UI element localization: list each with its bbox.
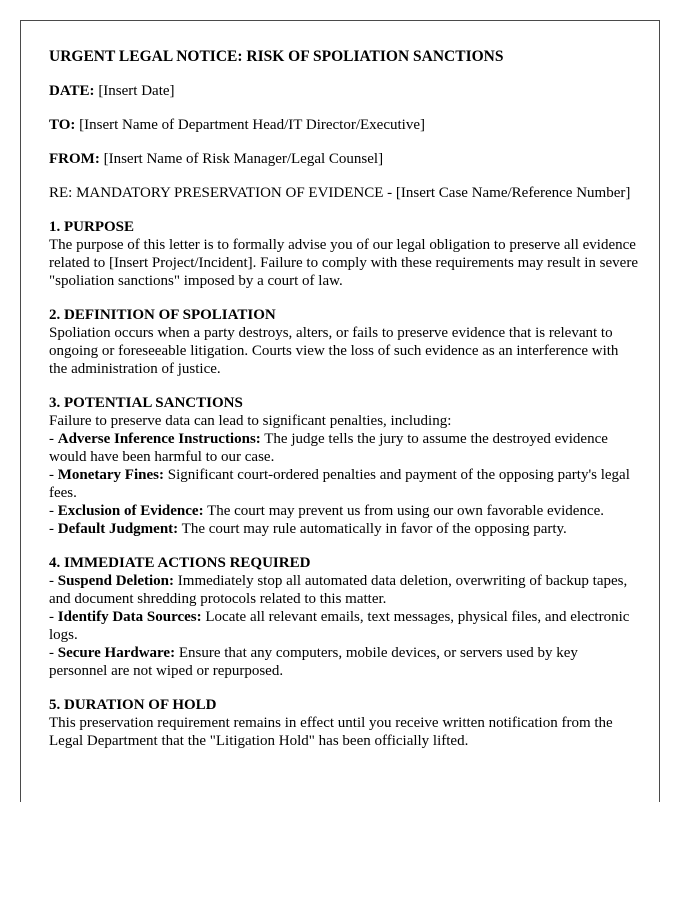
section-heading: 5. DURATION OF HOLD bbox=[49, 697, 217, 713]
re-label: RE: bbox=[49, 185, 73, 201]
list-item-label: Suspend Deletion: bbox=[57, 573, 175, 589]
list-item-text: Immediately stop all automated data deletion, overwriting of backup tapes, and document shredding protocols related to this matter. bbox=[49, 573, 628, 607]
notice-title: URGENT LEGAL NOTICE: RISK OF SPOLIATION SANCTIONS bbox=[49, 48, 504, 65]
section-body: Spoliation occurs when a party destroys, alters, or fails to preserve evidence that is relevant to ongoing or foreseeable litigation. Courts view the loss of such evidence as an interference with the administration of justice. bbox=[49, 325, 619, 377]
list-item bbox=[49, 608, 639, 644]
list-item-text: Locate all relevant emails, text messages, physical files, and electronic logs. bbox=[49, 609, 630, 643]
re-line bbox=[49, 184, 639, 202]
list-bullet: - bbox=[49, 609, 58, 625]
from-line bbox=[49, 150, 639, 168]
from-label: FROM: bbox=[49, 151, 100, 167]
section-heading: 4. IMMEDIATE ACTIONS REQUIRED bbox=[49, 555, 311, 571]
list-item bbox=[49, 466, 639, 502]
section-heading: 2. DEFINITION OF SPOLIATION bbox=[49, 307, 276, 323]
notice-page bbox=[20, 20, 660, 802]
to-line bbox=[49, 116, 639, 134]
list-item-text: The court may prevent us from using our own favorable evidence. bbox=[203, 503, 605, 519]
list-item bbox=[49, 572, 639, 608]
section-purpose bbox=[49, 218, 639, 290]
list-item bbox=[49, 502, 639, 520]
section-heading: 1. PURPOSE bbox=[49, 219, 135, 235]
section-sanctions bbox=[49, 394, 639, 538]
section-body: This preservation requirement remains in effect until you receive written notification from the Legal Department that the "Litigation Hold" has been officially lifted. bbox=[49, 715, 613, 749]
section-body: The purpose of this letter is to formally advise you of our legal obligation to preserve all evidence related to [Insert Project/Incident]. Failure to comply with these requirements may result in severe "spoliation sanctions" imposed by a court of law. bbox=[49, 237, 638, 289]
list-bullet: - bbox=[49, 645, 58, 661]
list-item-label: Secure Hardware: bbox=[57, 645, 176, 661]
list-item-label: Exclusion of Evidence: bbox=[57, 503, 204, 519]
list-item bbox=[49, 644, 639, 680]
date-value: [Insert Date] bbox=[98, 83, 175, 99]
list-item-text: Significant court-ordered penalties and payment of the opposing party's legal fees. bbox=[49, 467, 630, 501]
list-item-label: Monetary Fines: bbox=[57, 467, 164, 483]
list-bullet: - bbox=[49, 573, 58, 589]
from-value: [Insert Name of Risk Manager/Legal Counsel] bbox=[103, 151, 384, 167]
list-item-text: The court may rule automatically in favor of the opposing party. bbox=[178, 521, 567, 537]
list-item bbox=[49, 430, 639, 466]
re-value: MANDATORY PRESERVATION OF EVIDENCE - [Insert Case Name/Reference Number] bbox=[76, 185, 631, 201]
date-label: DATE: bbox=[49, 83, 95, 99]
list-item-text: The judge tells the jury to assume the destroyed evidence would have been harmful to our case. bbox=[49, 431, 608, 465]
list-item-label: Adverse Inference Instructions: bbox=[57, 431, 261, 447]
to-label: TO: bbox=[49, 117, 76, 133]
section-duration bbox=[49, 696, 639, 750]
section-actions bbox=[49, 554, 639, 680]
date-line bbox=[49, 82, 639, 100]
list-bullet: - bbox=[49, 467, 58, 483]
section-heading: 3. POTENTIAL SANCTIONS bbox=[49, 395, 243, 411]
list-item bbox=[49, 520, 639, 538]
section-intro: Failure to preserve data can lead to significant penalties, including: bbox=[49, 413, 452, 429]
list-bullet: - bbox=[49, 431, 58, 447]
to-value: [Insert Name of Department Head/IT Director/Executive] bbox=[79, 117, 425, 133]
list-bullet: - bbox=[49, 521, 58, 537]
list-item-label: Default Judgment: bbox=[57, 521, 179, 537]
list-item-label: Identify Data Sources: bbox=[57, 609, 202, 625]
list-bullet: - bbox=[49, 503, 58, 519]
section-definition bbox=[49, 306, 639, 378]
list-item-text: Ensure that any computers, mobile devices, or servers used by key personnel are not wiped or repurposed. bbox=[49, 645, 578, 679]
